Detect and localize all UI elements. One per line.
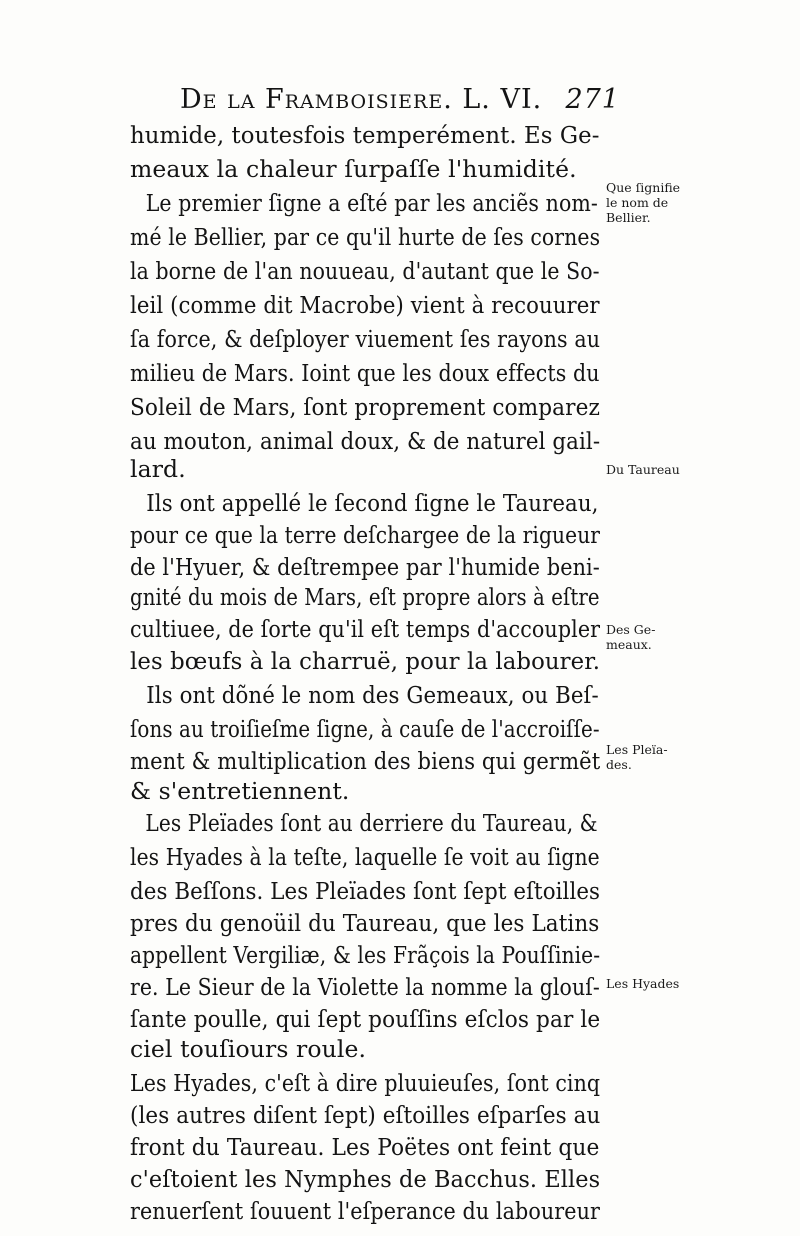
text-line: lard. [130,455,186,483]
text-line: la borne de l'an nouueau, d'autant que le So- [130,257,600,285]
text-line: Ils ont dõné le nom des Gemeaux, ou Beſ- [146,681,599,709]
text-line: les bœufs à la charruë, pour la labourer. [130,647,601,675]
text-line: & s'entretiennent. [130,777,350,805]
margin-note-line: Que ſignifie [606,180,681,195]
text-line: leil (comme dit Macrobe) vient à recouurer [130,291,600,319]
text-line: meaux la chaleur ſurpaſſe l'humidité. [130,155,577,183]
text-line: les Hyades à la teſte, laquelle ſe voit au ſigne [130,843,600,871]
margin-note-bellier [606,180,796,225]
margin-note-gemeaux [606,622,796,652]
margin-note-pleiades [606,742,796,772]
text-line: gnité du mois de Mars, eſt propre alors à eſtre [130,583,600,611]
margin-note-line: Bellier. [606,210,651,225]
margin-note-line: des. [606,757,632,772]
margin-note-line: meaux. [606,637,652,652]
text-line: pour ce que la terre deſchargee de la rigueur [130,521,601,549]
margin-note-taureau [606,462,796,477]
running-header [180,84,620,120]
text-line: des Beſſons. Les Pleïades ſont ſept eſtoilles [130,877,601,905]
text-line: appellent Vergiliæ, & les Frãçois la Pouſſinie- [130,941,601,969]
text-line: humide, toutesfois temperément. Es Ge- [130,121,600,149]
text-line: (les autres diſent ſept) eſtoilles eſparſes au [130,1101,601,1129]
text-line: ment & multiplication des biens qui germẽt [130,747,601,775]
text-line: Ils ont appellé le ſecond ſigne le Taureau, [146,489,599,517]
text-line: Les Hyades, c'eſt à dire pluuieuſes, ſont cinq [130,1069,601,1097]
margin-note-line: le nom de [606,195,669,210]
text-line: re. Le Sieur de la Violette la nomme la glouſ- [130,973,600,1001]
text-line: Le premier ſigne a eſté par les anciẽs nom- [145,189,598,217]
text-line: milieu de Mars. Ioint que les doux effects du [130,359,600,387]
margin-note-line: Les Pleïa- [606,742,668,757]
text-line: de l'Hyuer, & deſtrempee par l'humide beni- [130,553,600,581]
margin-note-line: Les Hyades [606,976,680,991]
text-line: c'eſtoient les Nymphes de Bacchus. Elles [130,1165,601,1193]
text-line: pres du genoüil du Taureau, que les Latins [130,909,600,937]
margin-note-hyades [606,976,796,991]
text-line: renuerſent ſouuent l'eſperance du laboureur [130,1197,600,1225]
margin-note-line: Des Ge- [606,622,656,637]
text-line: ſa force, & deſployer viuement ſes rayons au [130,325,601,353]
margin-note-line: Du Taureau [606,462,680,477]
text-line: front du Taureau. Les Poëtes ont feint que [130,1133,600,1161]
text-line: ſante poulle, qui ſept pouſſins eſclos par le [130,1005,601,1033]
text-line: ſons au troiſieſme ſigne, à cauſe de l'accroiſſe- [130,715,600,743]
text-line: Les Pleïades ſont au derriere du Taureau, & [145,809,598,837]
text-line: au mouton, animal doux, & de naturel gail- [130,427,601,455]
text-line: mé le Bellier, par ce qu'il hurte de ſes cornes [130,223,601,251]
text-line: cultiuee, de ſorte qu'il eſt temps d'accoupler [130,615,601,643]
text-line: ciel touſiours roule. [130,1035,367,1063]
text-line: Soleil de Mars, ſont proprement comparez [130,393,600,421]
page-number: 271 [565,84,620,115]
header-title: De la Framboisiere. L. VI. [180,84,543,115]
